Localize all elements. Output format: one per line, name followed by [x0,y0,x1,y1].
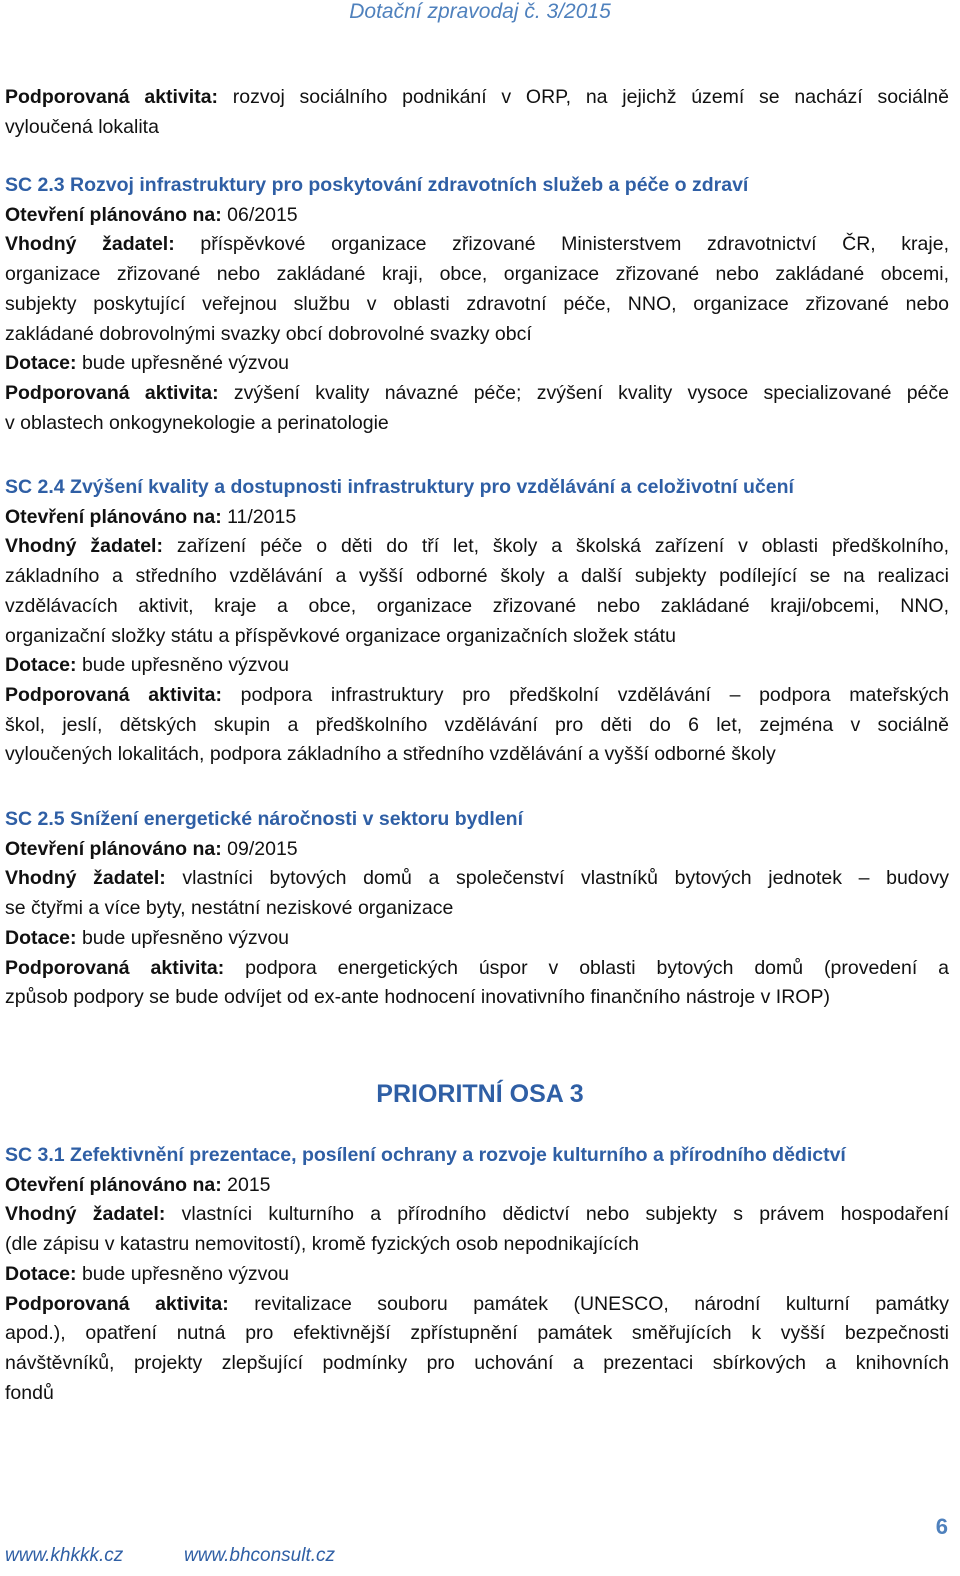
page-number: 6 [935,1514,948,1539]
applicant-label: Vhodný žadatel: [5,867,166,890]
activity-label: Podporovaná aktivita: [5,683,222,706]
activity-text: fondů [5,1381,54,1404]
applicant-label: Vhodný žadatel: [5,535,163,558]
activity-text: apod.), opatření nutná pro efektivnější zpřístupnění památek směřujících k vyšší bezpečnosti [5,1322,949,1345]
priority-axis-heading: PRIORITNÍ OSA 3 [376,1080,584,1108]
sc-2-5-section [5,805,949,1013]
grant-label: Dotace: [5,1262,77,1285]
running-header: Dotační zpravodaj č. 3/2015 [349,0,611,23]
activity-text: podpora infrastruktury pro předškolní vzdělávání – podpora mateřských [240,683,950,706]
grant-row [5,1260,949,1290]
applicant-text: vlastníci bytových domů a společenství vlastníků bytových jednotek – budovy [182,867,949,890]
applicant-row [5,230,949,260]
activity-text: revitalizace souboru památek (UNESCO, národní kulturní památky [254,1292,950,1315]
grant-value: bude upřesněno výzvou [81,654,290,677]
opening-value: 2015 [227,1173,271,1196]
applicant-row [5,532,949,562]
grant-value: bude upřesněno výzvou [81,1262,290,1285]
activity-label: Podporovaná aktivita: [5,381,219,404]
activity-text: vyloučených lokalitách, podpora základního a středního vzdělávání a vyšší odborné školy [5,743,776,766]
activity-text: podpora energetických úspor v oblasti bytových domů (provedení a [245,956,950,979]
applicant-row [5,864,949,894]
opening-label: Otevření plánováno na: [5,505,222,528]
opening-row [5,1171,949,1201]
section-heading: SC 2.4 Zvýšení kvality a dostupnosti infrastruktury pro vzdělávání a celoživotní učení [5,476,794,498]
section-heading: SC 2.3 Rozvoj infrastruktury pro poskytování zdravotních služeb a péče o zdraví [5,174,749,196]
grant-value: bude upřesněno výzvou [81,926,290,949]
footer-link-khkkk[interactable]: www.khkkk.cz [5,1545,124,1566]
activity-label: Podporovaná aktivita: [5,956,225,979]
activity-row [5,1290,949,1320]
activity-text: návštěvníků, projekty zlepšující podmínky pro uchování a prezentaci sbírkových a knihovních [5,1351,949,1374]
grant-row [5,924,949,954]
opening-label: Otevření plánováno na: [5,837,222,860]
applicant-text: subjekty poskytující veřejnou službu v oblasti zdravotní péče, NNO, organizace zřizované nebo [5,292,949,315]
activity-text: rozvoj sociálního podnikání v ORP, na jejichž území se nachází sociálně [232,86,949,108]
activity-line [5,83,949,113]
applicant-text: (dle zápisu v katastru nemovitostí), kromě fyzických osob nepodnikajících [5,1233,640,1256]
sc-2-3-section [5,171,949,438]
section-heading: SC 2.5 Snížení energetické náročnosti v sektoru bydlení [5,808,523,830]
sc-3-1-section [5,1141,949,1408]
opening-label: Otevření plánováno na: [5,1173,222,1196]
opening-row [5,201,949,231]
activity-label: Podporovaná aktivita: [5,1292,229,1315]
grant-label: Dotace: [5,654,77,677]
activity-text: škol, jeslí, dětských skupin a předškolního vzdělávání pro děti do 6 let, zejména v sociálně [5,713,949,736]
activity-text: způsob podpory se bude odvíjet od ex-ante hodnocení inovativního finančního nástroje v IROP) [5,986,830,1009]
opening-row [5,503,949,533]
applicant-text: organizace zřizované nebo zakládané kraji, obce, organizace zřizované nebo zakládané obcemi, [5,263,949,286]
grant-row [5,349,949,379]
intro-section [5,83,949,142]
applicant-text: zařízení péče o děti do tří let, školy a školská zařízení v oblasti předškolního, [176,535,949,558]
activity-text: zvýšení kvality návazné péče; zvýšení kvality vysoce specializované péče [233,381,949,404]
activity-text: vyloučená lokalita [5,115,159,138]
footer-link-bhconsult[interactable]: www.bhconsult.cz [184,1545,336,1566]
sc-2-4-section [5,473,949,770]
grant-label: Dotace: [5,926,77,949]
applicant-label: Vhodný žadatel: [5,1203,166,1226]
applicant-text: základního a středního vzdělávání a vyšší odborné školy a další subjekty podílející se na realizaci [5,565,949,588]
activity-label: Podporovaná aktivita: [5,86,219,108]
activity-text: v oblastech onkogynekologie a perinatologie [5,411,389,434]
opening-value: 06/2015 [227,203,298,226]
grant-label: Dotace: [5,352,77,375]
section-heading: SC 3.1 Zefektivnění prezentace, posílení ochrany a rozvoje kulturního a přírodního dědictví [5,1144,846,1166]
applicant-text: příspěvkové organizace zřizované Ministerstvem zdravotnictví ČR, kraje, [200,233,949,256]
applicant-label: Vhodný žadatel: [5,233,175,256]
applicant-text: vlastníci kulturního a přírodního dědictví nebo subjekty s právem hospodaření [181,1203,950,1226]
opening-label: Otevření plánováno na: [5,203,222,226]
applicant-text: se čtyřmi a více byty, nestátní neziskové organizace [5,897,454,920]
activity-row [5,379,949,409]
opening-value: 11/2015 [227,505,297,528]
applicant-text: zakládané dobrovolnými svazky obcí dobrovolné svazky obcí [5,322,532,345]
applicant-row [5,1200,949,1230]
applicant-text: organizační složky státu a příspěvkové organizace organizačních složek státu [5,624,676,647]
opening-row [5,835,949,865]
activity-row [5,681,949,711]
applicant-text: vzdělávacích aktivit, kraje a obce, organizace zřizované nebo zakládané kraji/obcemi, NNO, [5,594,949,617]
activity-row [5,954,949,984]
grant-row [5,651,949,681]
opening-value: 09/2015 [227,837,298,860]
grant-value: bude upřesněné výzvou [81,352,290,375]
